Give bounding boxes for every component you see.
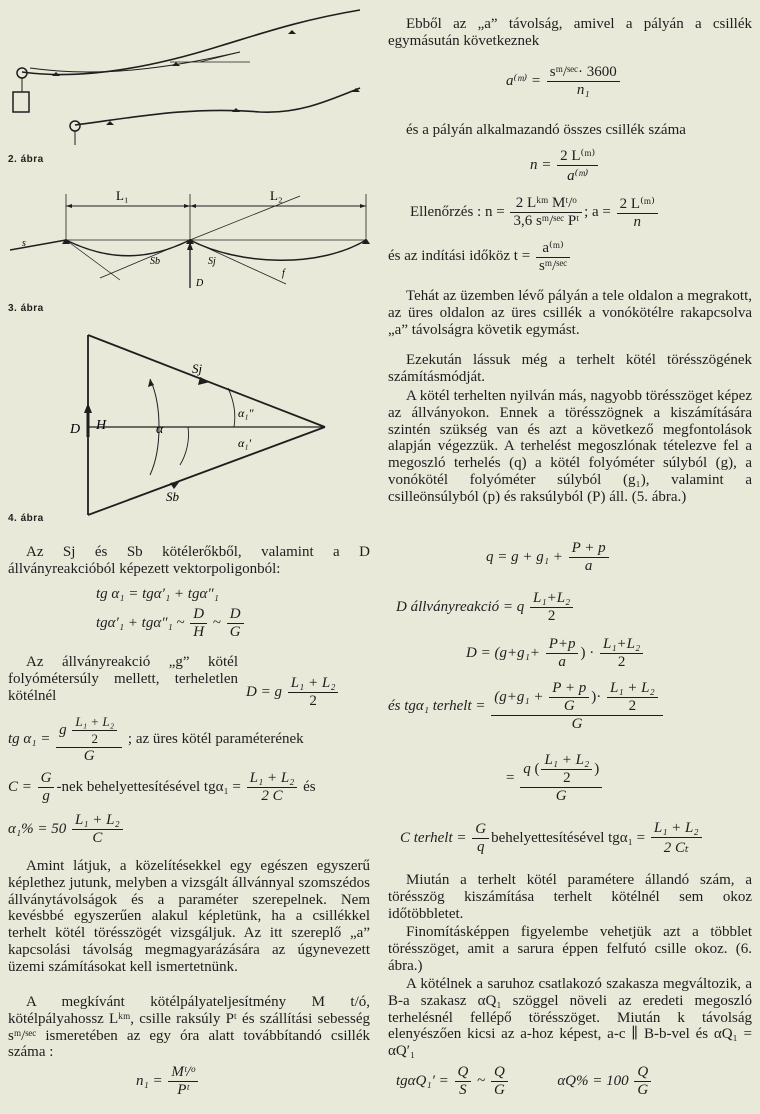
- figure-3-diagram: [0, 180, 380, 305]
- fig4-lbl-h: H: [96, 418, 107, 433]
- right-paragraph-7: Finomításképpen figyelembe vehetjük azt a többlet törésszöget, amit a sarura éppen felfutó csille okoz. (6. ábra.): [388, 924, 752, 974]
- right-paragraph-2: és a pályán alkalmazandó összes csillék száma: [406, 122, 686, 138]
- fig3-lbl-d: D: [196, 278, 204, 289]
- right-eq-5: q = g + g₁ + $\frac{P + p}{a}$: [486, 540, 611, 575]
- right-eq-2: n = $\frac{\text{2 L⁽ᵐ⁾}}{\text{a⁽ᵐ⁾}}$: [530, 146, 600, 185]
- right-paragraph-3: Tehát az üzemben lévő pályán a tele oldalon a megrakott, az üres oldalon az üres csillék a vonókötélre rakapcsolva „a” távolságra követik egymást.: [388, 288, 752, 338]
- fig3-dim-l1: L₁: [116, 188, 129, 203]
- fig3-lbl-f: f: [282, 268, 285, 279]
- figure-2-caption: 2. ábra: [8, 154, 44, 165]
- fig3-lbl-sb: Sb: [150, 256, 160, 267]
- fig4-lbl-a1pp: α₁″: [238, 406, 254, 420]
- right-eq-7: D = (g+g₁+ $\frac{P+p}{a}$ ) · $\frac{\text{L₁+L₂}}{2}$: [466, 636, 645, 671]
- right-eq-3: Ellenőrzés : n = $\frac{\text{2 Lᵏᵐ Mᵗ/ᵒ}}{\text{3,6 sᵐ/ˢᵉᶜ Pᵗ}}$ ; a = $\frac{\text{2 L⁽ᵐ⁾}}{n}$: [410, 194, 660, 231]
- right-eq-9: = q ( $\frac{\text{L₁ + L₂}}{2}$ ) G: [506, 752, 604, 805]
- left-eq-6: n₁ = $\frac{\text{Mᵗ/ᵒ}}{\text{Pᵗ}}$: [136, 1064, 200, 1099]
- fig4-lbl-sj: Sj: [192, 361, 203, 376]
- left-eq-d: D = g $\frac{\text{L₁ + L₂}}{2}$: [246, 675, 340, 710]
- right-paragraph-6: Miután a terhelt kötél paramétere állandó szám, a törésszög kiszámítása terhelt kötélnél sem okoz időtöbbletet.: [388, 872, 752, 922]
- right-eq-1: a⁽ᵐ⁾ = $\frac{\text{sᵐ/ˢᵉᶜ· 3600}}{\text{n₁}}$: [506, 64, 622, 99]
- right-eq-10: C terhelt = $\frac{G}{q}$ behelyettesítésével tgα₁ = $\frac{\text{L₁ + L₂}}{\text{2 Cₜ}}$: [400, 820, 704, 857]
- right-eq-4: és az indítási időköz t = $\frac{\text{a⁽ᵐ⁾}}{\text{sᵐ/ˢᵉᶜ}}$: [388, 238, 572, 275]
- fig4-lbl-alpha: α: [156, 422, 164, 437]
- left-eq-3: tg α₁ = g $\frac{\text{L₁ + L₂}}{2}$ G ; az üres kötél paraméterének: [8, 714, 304, 764]
- left-paragraph-4: A megkívánt kötélpályateljesítmény M t/ó, kötélpályahossz Lᵏᵐ, csille raksúly Pᵗ és szállítási sebesség sᵐ/ˢᵉᶜ ismeretében az egy óra alatt továbbítandó csillék száma :: [8, 994, 370, 1061]
- left-eq-1: tg α₁ = tgα′₁ + tgα″₁: [96, 586, 219, 602]
- fig4-lbl-a1p: α₁′: [238, 436, 252, 450]
- fig4-lbl-sb: Sb: [166, 489, 179, 504]
- left-paragraph-1: Az Sj és Sb kötélerőkből, valamint a D állványreakcióból képezett vektorpoligonból:: [8, 544, 370, 577]
- fig3-dim-l2: L₂: [270, 188, 283, 203]
- fig3-lbl-s: s: [22, 238, 26, 249]
- right-eq-8: és tgα₁ terhelt = (g+g₁ + $\frac{P + p}{G}$ )· $\frac{\text{L₁ + L₂}}{2}$ G: [388, 680, 665, 733]
- fig4-lbl-d: D: [70, 422, 81, 437]
- left-paragraph-2: Az állványreakció „g” kötél folyómétersúly mellett, terheletlen kötélnél: [8, 654, 238, 704]
- left-eq-2: tgα′₁ + tgα″₁ ~ $\frac{D}{H}$ ~ $\frac{D}{G}$: [96, 606, 246, 641]
- right-paragraph-4: Ezekután lássuk még a terhelt kötél törésszögének számításmódját.: [388, 352, 752, 385]
- right-paragraph-5: A kötél terhelten nyilván más, nagyobb törésszöget képez az állványokon. Ennek a törésszögnek a kiszámítására szintén szükség van és azt a következő megfontolások alapján végezzük. A terhelést megoszlónak tételezve fel a megoszló terhelés (q) a kötél folyóméter súlyból (g), a vonókötél folyóméter súlyból (g₁), valamint a csilleönsúlyból (p) és raksúlyból (P) áll. (5. ábra.): [388, 388, 752, 505]
- left-eq-4: C = $\frac{G}{g}$ -nek behelyettesítésével tgα₁ = $\frac{\text{L₁ + L₂}}{2 C}$ és: [8, 770, 316, 804]
- figure-4-diagram: [0, 325, 380, 525]
- figure-3-caption: 3. ábra: [8, 303, 44, 314]
- right-eq-6: D állványreakció = q $\frac{\text{L₁+L₂}}{2}$: [396, 590, 575, 625]
- right-eq-11: tgαQ₁′ = $\frac{Q}{S}$ ~ $\frac{Q}{G}$ αQ% = 100 $\frac{Q}{G}$: [396, 1064, 653, 1099]
- left-paragraph-3: Amint látjuk, a közelítésekkel egy egészen egyszerű képlethez jutunk, melyben a vizsgált állvánnyal szomszédos állványtávolságok és a paraméter szerepelnek. Nem kevésbbé egyszerűen alakul képletünk, ha a csillékkel terhelt kötél törésszögét vizsgáljuk. Az itt szereplő „a” kapcsolási távolság megmagyarázására az úgynevezett üzemi számításokat kell ismertetnünk.: [8, 858, 370, 975]
- figure-2-diagram: [0, 0, 380, 160]
- figure-4-caption: 4. ábra: [8, 513, 44, 524]
- left-eq-5: α₁% = 50 $\frac{\text{L₁ + L₂}}{C}$: [8, 812, 125, 847]
- right-paragraph-1: Ebből az „a” távolság, amivel a pályán a csillék egymásután következnek: [388, 16, 752, 49]
- fig3-lbl-sj: Sj: [208, 256, 216, 267]
- right-paragraph-8: A kötélnek a saruhoz csatlakozó szakasza megváltozik, a B-a szakasz αQ₁ szöggel növeli az eredeti megoszló terhelésnél fellépő törésszöget. Miután k távolság elenyészően kicsi az a-hoz képest, a-c ∥ B-b-vel és αQ₁ = αQ′₁: [388, 976, 752, 1060]
